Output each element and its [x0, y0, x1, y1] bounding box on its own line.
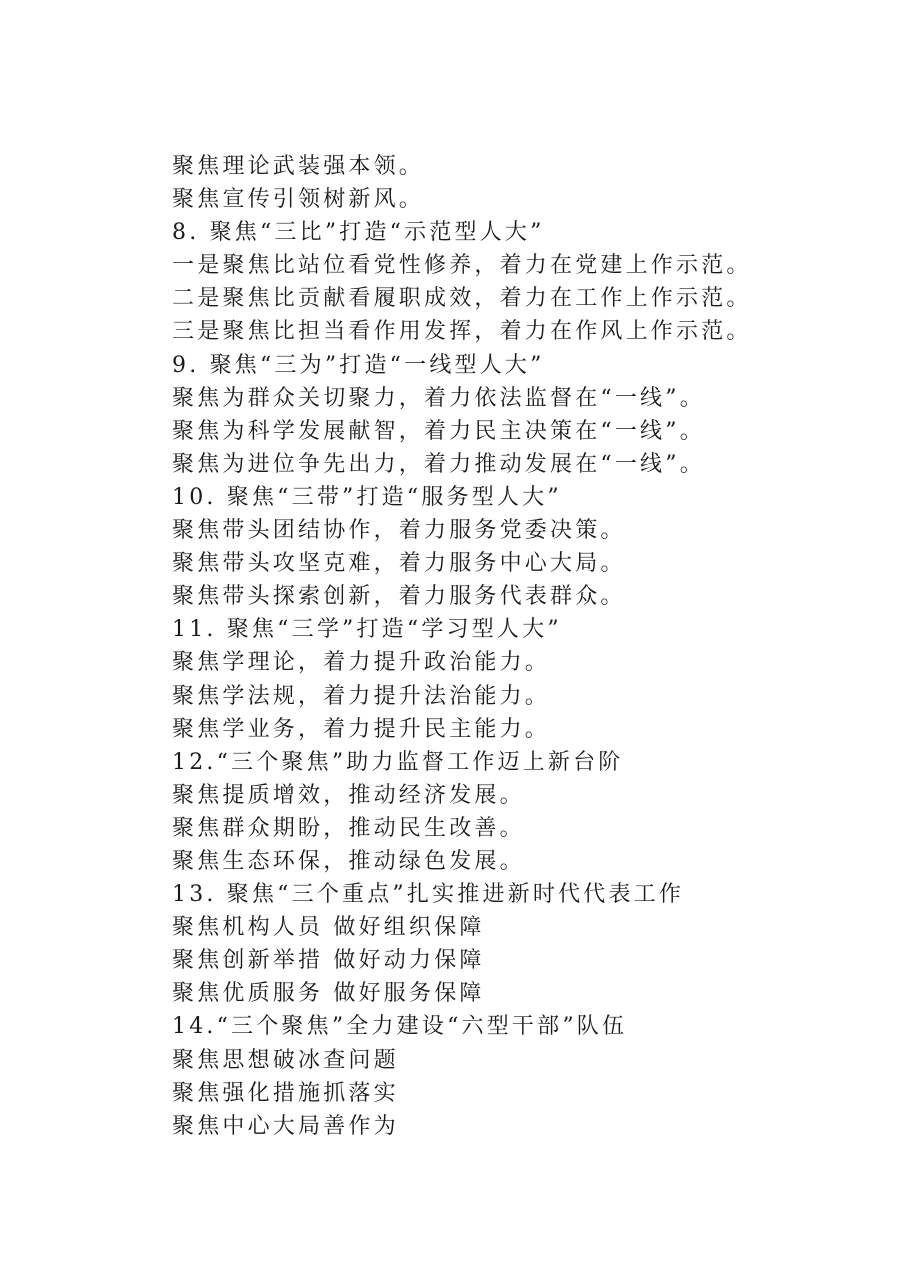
text-line: 聚焦中心大局善作为: [172, 1113, 399, 1139]
text-line: 聚焦提质增效，推动经济发展。: [172, 782, 525, 808]
document-body: [172, 150, 872, 1143]
text-line: 聚焦宣传引领树新风。: [172, 187, 425, 213]
text-line: 聚焦为进位争先出力，着力推动发展在“一线”。: [172, 451, 705, 477]
text-line: 聚焦机构人员 做好组织保障: [172, 915, 485, 941]
section-heading: 10. 聚焦“三带”打造“服务型人大”: [172, 484, 562, 510]
text-line: 聚焦为科学发展献智，着力民主决策在“一线”。: [172, 418, 705, 444]
text-line: 聚焦带头探索创新，着力服务代表群众。: [172, 584, 626, 610]
text-line: 聚焦群众期盼，推动民生改善。: [172, 815, 525, 841]
text-line: 聚焦强化措施抓落实: [172, 1080, 399, 1106]
text-line: 聚焦带头团结协作，着力服务党委决策。: [172, 518, 626, 544]
section-heading: 14.“三个聚焦”全力建设“六型干部”队伍: [172, 1014, 628, 1040]
text-line: 聚焦学业务，着力提升民主能力。: [172, 716, 551, 742]
text-line: 二是聚焦比贡献看履职成效，着力在工作上作示范。: [172, 286, 752, 312]
text-line: 三是聚焦比担当看作用发挥，着力在作风上作示范。: [172, 319, 752, 345]
section-heading: 9. 聚焦“三为”打造“一线型人大”: [172, 352, 545, 378]
text-line: 聚焦学理论，着力提升政治能力。: [172, 650, 551, 676]
text-line: 聚焦学法规，着力提升法治能力。: [172, 683, 551, 709]
text-line: 聚焦理论武装强本领。: [172, 154, 425, 179]
section-heading: 11. 聚焦“三学”打造“学习型人大”: [172, 617, 562, 643]
text-line: 一是聚焦比站位看党性修养，着力在党建上作示范。: [172, 253, 752, 279]
text-line: 聚焦优质服务 做好服务保障: [172, 981, 485, 1007]
text-line: 聚焦为群众关切聚力，着力依法监督在“一线”。: [172, 385, 705, 411]
section-heading: 8. 聚焦“三比”打造“示范型人大”: [172, 220, 545, 246]
text-line: 聚焦生态环保，推动绿色发展。: [172, 848, 525, 874]
text-line: 聚焦思想破冰查问题: [172, 1047, 399, 1073]
section-heading: 13. 聚焦“三个重点”扎实推进新时代代表工作: [172, 882, 685, 908]
section-heading: 12.“三个聚焦”助力监督工作迈上新台阶: [172, 749, 624, 775]
text-line: 聚焦带头攻坚克难，着力服务中心大局。: [172, 551, 626, 577]
text-line: 聚焦创新举措 做好动力保障: [172, 948, 485, 974]
